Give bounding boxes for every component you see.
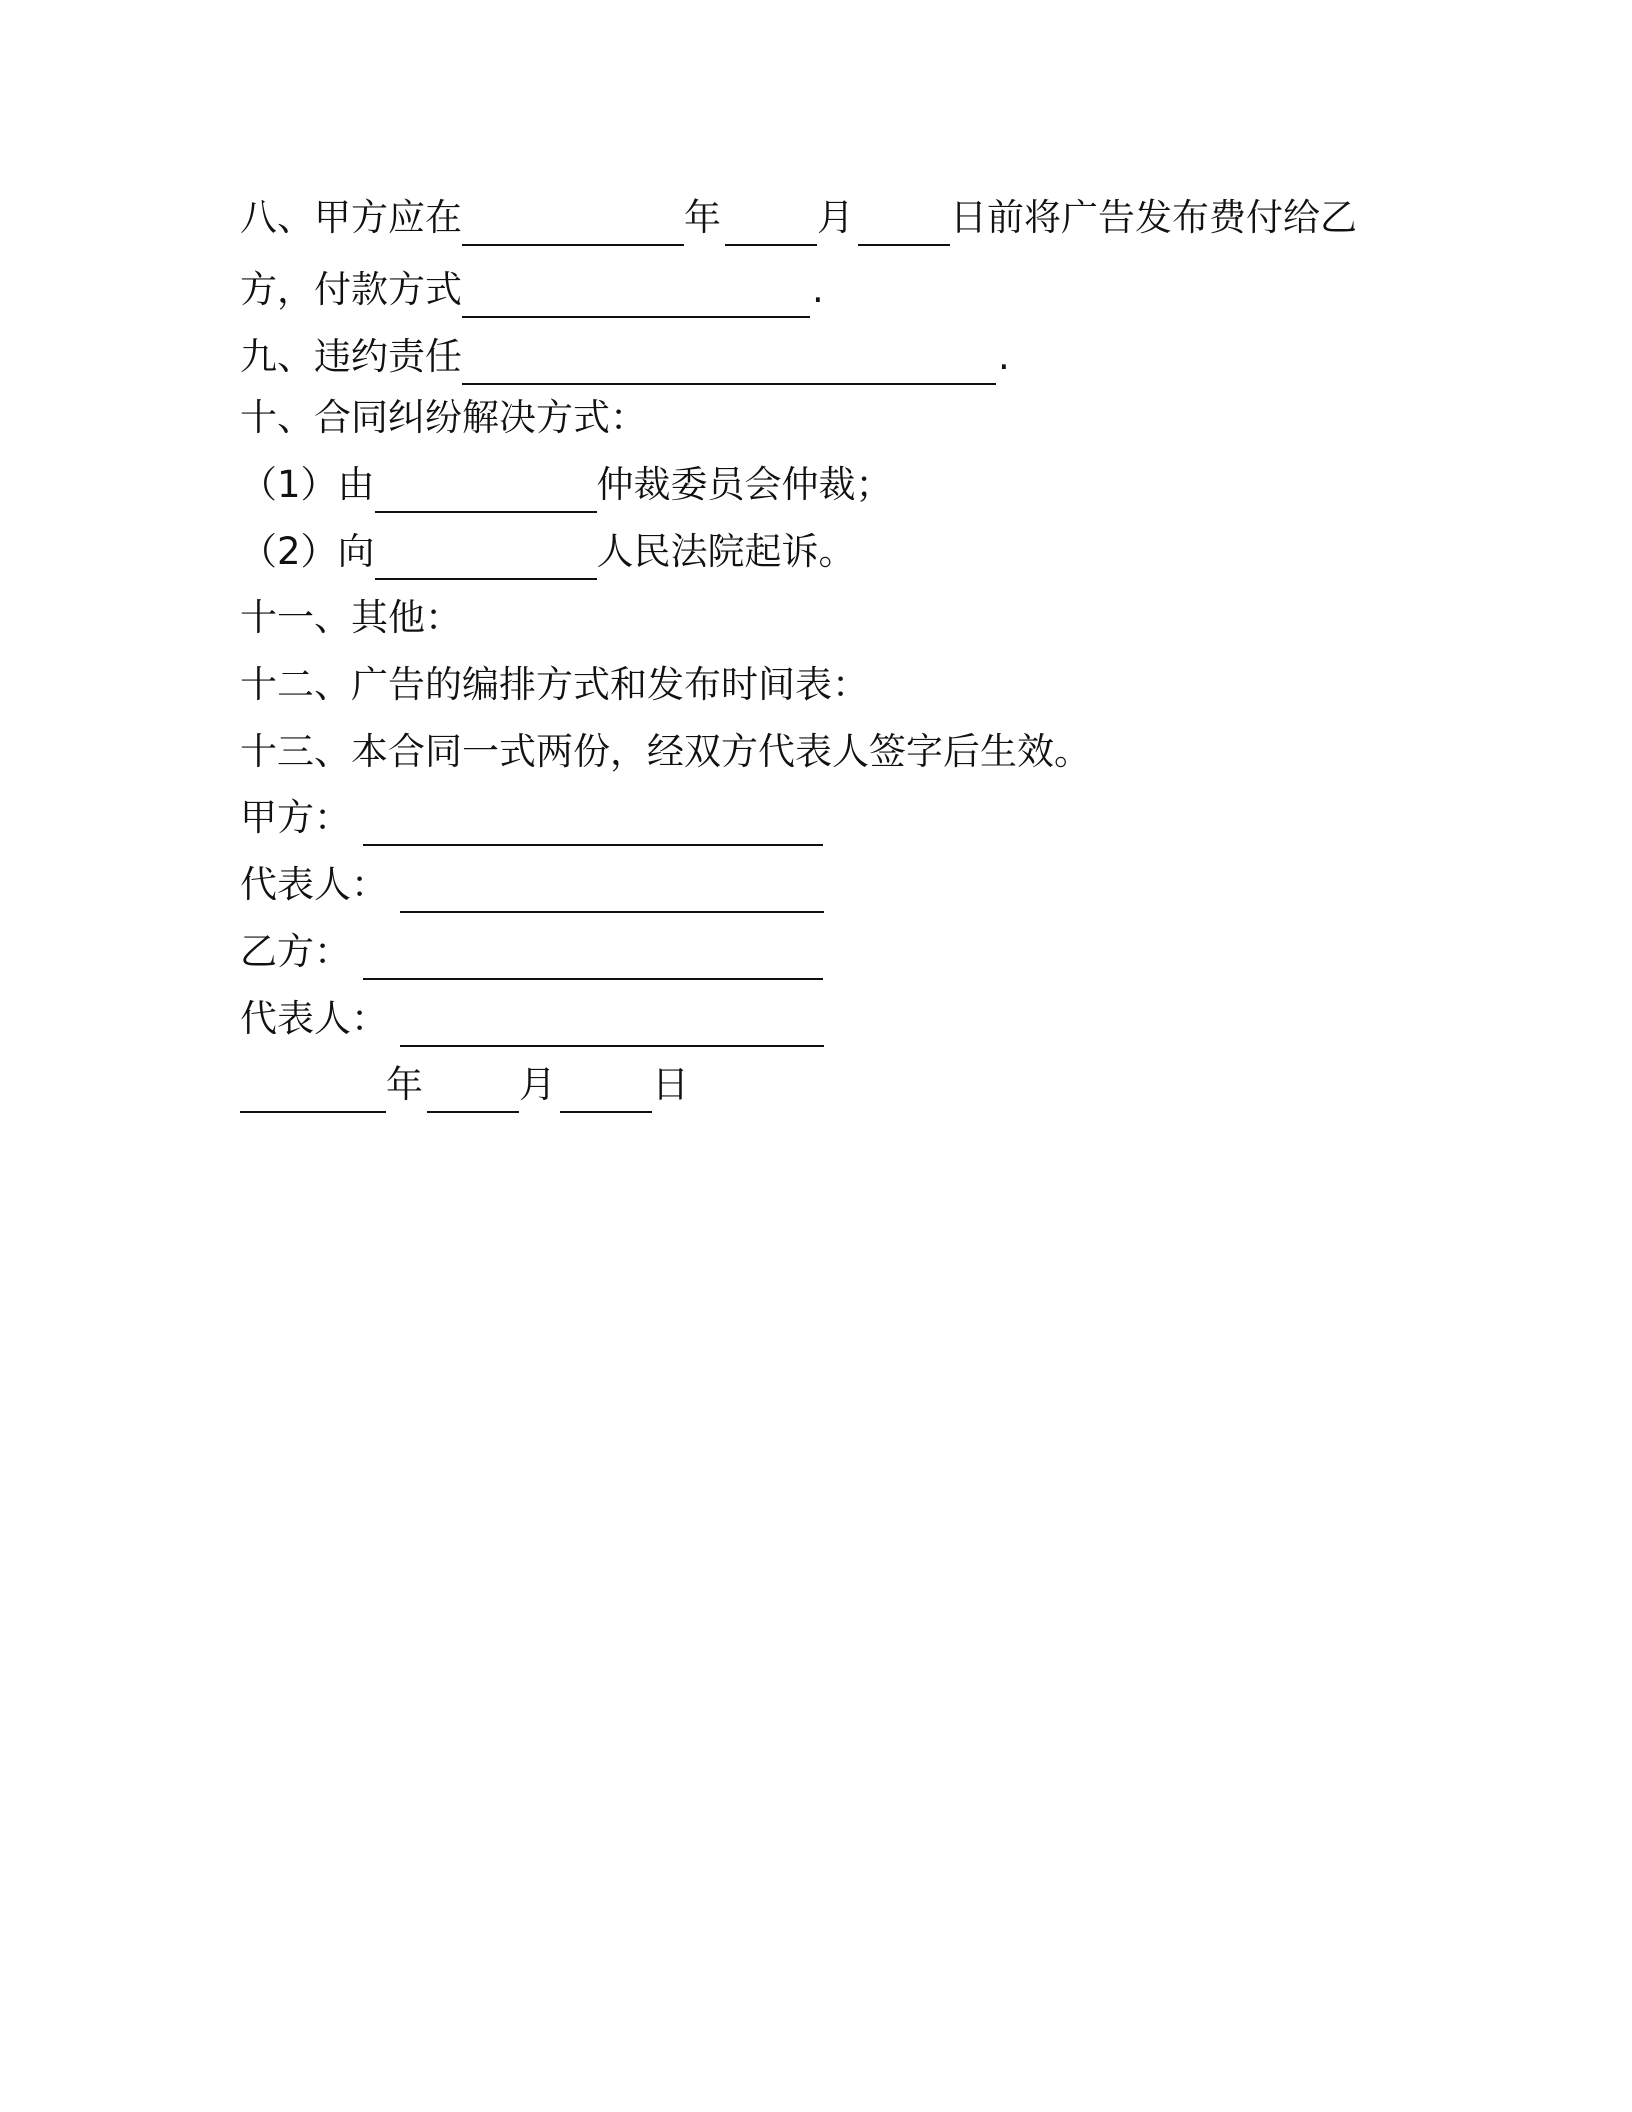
clause-13-text: 十三、本合同一式两份，经双方代表人签字后生效。 (240, 730, 1091, 773)
payment-day-blank[interactable] (858, 200, 950, 246)
option-2-suffix: 人民法院起诉。 (596, 530, 856, 573)
clause-10-option-2 (240, 524, 856, 580)
clause-9-period: . (998, 335, 1010, 378)
rep-b-row (240, 991, 824, 1047)
clause-8-line-1 (240, 190, 1357, 246)
option-2-prefix: （2）向 (240, 530, 375, 573)
signing-date-row (240, 1057, 689, 1113)
rep-b-blank[interactable] (400, 1001, 824, 1047)
rep-a-row (240, 857, 824, 913)
party-b-blank[interactable] (363, 934, 823, 980)
sign-day-unit: 日 (652, 1063, 689, 1106)
party-b-label: 乙方： (240, 930, 351, 973)
party-a-blank[interactable] (363, 800, 823, 846)
clause-10-title (240, 390, 647, 446)
party-a-label: 甲方： (240, 796, 351, 839)
rep-a-label: 代表人： (240, 863, 388, 906)
sign-month-unit: 月 (519, 1063, 556, 1106)
clause-8-period: . (812, 268, 824, 311)
rep-b-label: 代表人： (240, 997, 388, 1040)
option-1-prefix: （1）由 (240, 463, 375, 506)
clause-9-prefix: 九、违约责任 (240, 335, 462, 378)
party-b-row (240, 924, 823, 980)
party-a-row (240, 790, 823, 846)
sign-day-blank[interactable] (560, 1067, 652, 1113)
clause-8-year-unit: 年 (684, 196, 721, 239)
clause-9 (240, 329, 1010, 385)
clause-13 (240, 724, 1091, 780)
payment-year-blank[interactable] (462, 200, 684, 246)
rep-a-blank[interactable] (400, 867, 824, 913)
clause-8-line-2 (240, 262, 824, 318)
payment-month-blank[interactable] (725, 200, 817, 246)
clause-8-month-unit: 月 (817, 196, 854, 239)
liability-blank[interactable] (462, 339, 996, 385)
clause-10-option-1 (240, 457, 893, 513)
payment-method-blank[interactable] (462, 272, 810, 318)
clause-8-cont-prefix: 方，付款方式 (240, 268, 462, 311)
sign-month-blank[interactable] (427, 1067, 519, 1113)
court-blank[interactable] (375, 534, 597, 580)
sign-year-unit: 年 (386, 1063, 423, 1106)
clause-12 (240, 657, 869, 713)
clause-11-text: 十一、其他： (240, 596, 462, 639)
option-1-suffix: 仲裁委员会仲裁； (596, 463, 893, 506)
arbitration-committee-blank[interactable] (375, 467, 597, 513)
clause-8-suffix: 日前将广告发布费付给乙 (950, 196, 1357, 239)
clause-10-title-text: 十、合同纠纷解决方式： (240, 396, 647, 439)
clause-11 (240, 590, 462, 646)
clause-8-prefix: 八、甲方应在 (240, 196, 462, 239)
clause-12-text: 十二、广告的编排方式和发布时间表： (240, 663, 869, 706)
sign-year-blank[interactable] (240, 1067, 386, 1113)
